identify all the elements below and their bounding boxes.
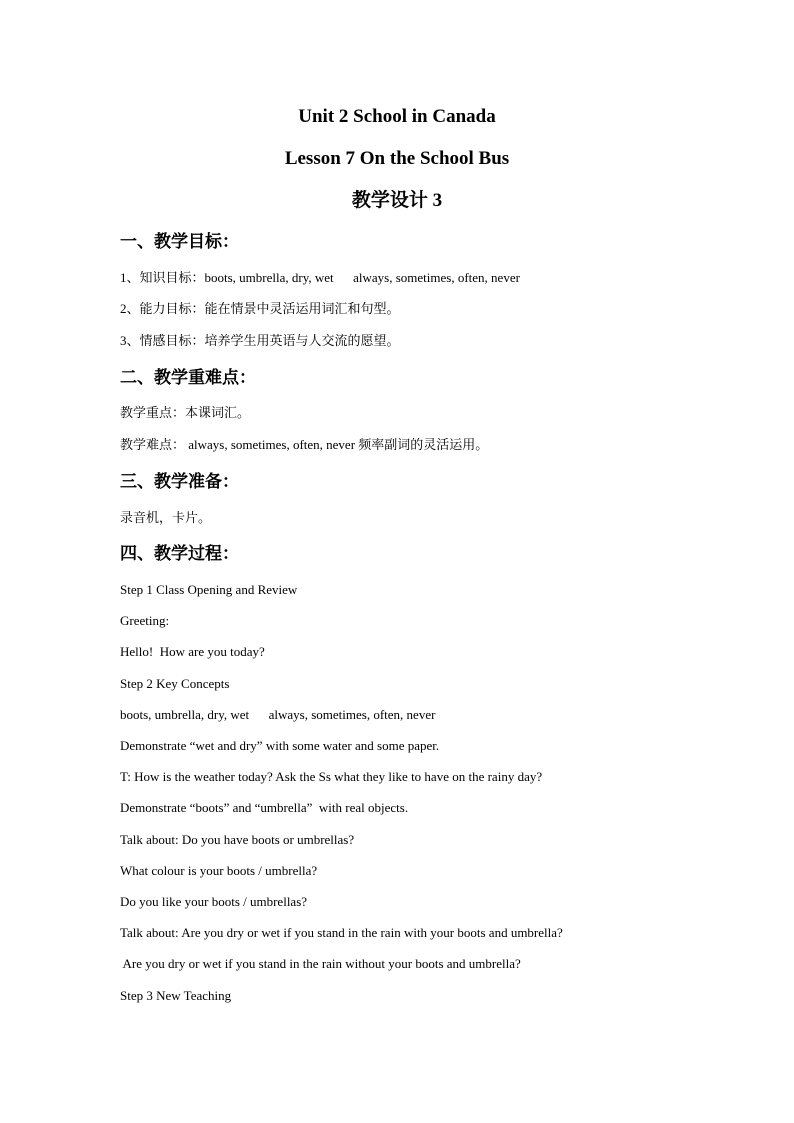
process-line: Step 1 Class Opening and Review xyxy=(120,582,298,597)
process-line: Demonstrate “wet and dry” with some water and some paper. xyxy=(120,738,440,753)
lesson-title: Lesson 7 On the School Bus xyxy=(284,148,510,169)
section-heading-objectives: 一、教学目标： xyxy=(120,232,239,252)
objective-knowledge: 1、知识目标：boots, umbrella, dry, wet always, sometimes, often, never xyxy=(120,270,520,285)
process-line: boots, umbrella, dry, wet always, sometimes, often, never xyxy=(120,707,436,722)
process-line: Step 2 Key Concepts xyxy=(120,676,230,691)
process-line: Talk about: Do you have boots or umbrellas? xyxy=(120,832,355,847)
design-title: 教学设计 3 xyxy=(351,190,443,211)
process-line: Talk about: Are you dry or wet if you stand in the rain with your boots and umbrella? xyxy=(120,925,563,940)
process-line: Demonstrate “boots” and “umbrella” with real objects. xyxy=(120,800,409,815)
process-line: T: How is the weather today? Ask the Ss what they like to have on the rainy day? xyxy=(120,769,543,784)
process-line: Step 3 New Teaching xyxy=(120,988,232,1003)
process-line: Do you like your boots / umbrellas? xyxy=(120,894,308,909)
unit-title: Unit 2 School in Canada xyxy=(298,106,496,127)
section-heading-key-points: 二、教学重难点： xyxy=(120,368,256,388)
process-line: Hello! How are you today? xyxy=(120,644,265,659)
process-line: Are you dry or wet if you stand in the rain without your boots and umbrella? xyxy=(120,956,521,971)
process-line: What colour is your boots / umbrella? xyxy=(120,863,318,878)
difficult-point: 教学难点： always, sometimes, often, never 频率副词的灵活运用。 xyxy=(120,437,489,452)
process-line: Greeting: xyxy=(120,613,170,628)
key-point: 教学重点：本课词汇。 xyxy=(120,405,251,420)
section-heading-process: 四、教学过程： xyxy=(120,544,239,564)
preparation-materials: 录音机，卡片。 xyxy=(120,510,212,525)
objective-ability: 2、能力目标：能在情景中灵活运用词汇和句型。 xyxy=(120,301,400,316)
objective-emotion: 3、情感目标：培养学生用英语与人交流的愿望。 xyxy=(120,333,400,348)
section-heading-preparation: 三、教学准备： xyxy=(120,472,239,492)
